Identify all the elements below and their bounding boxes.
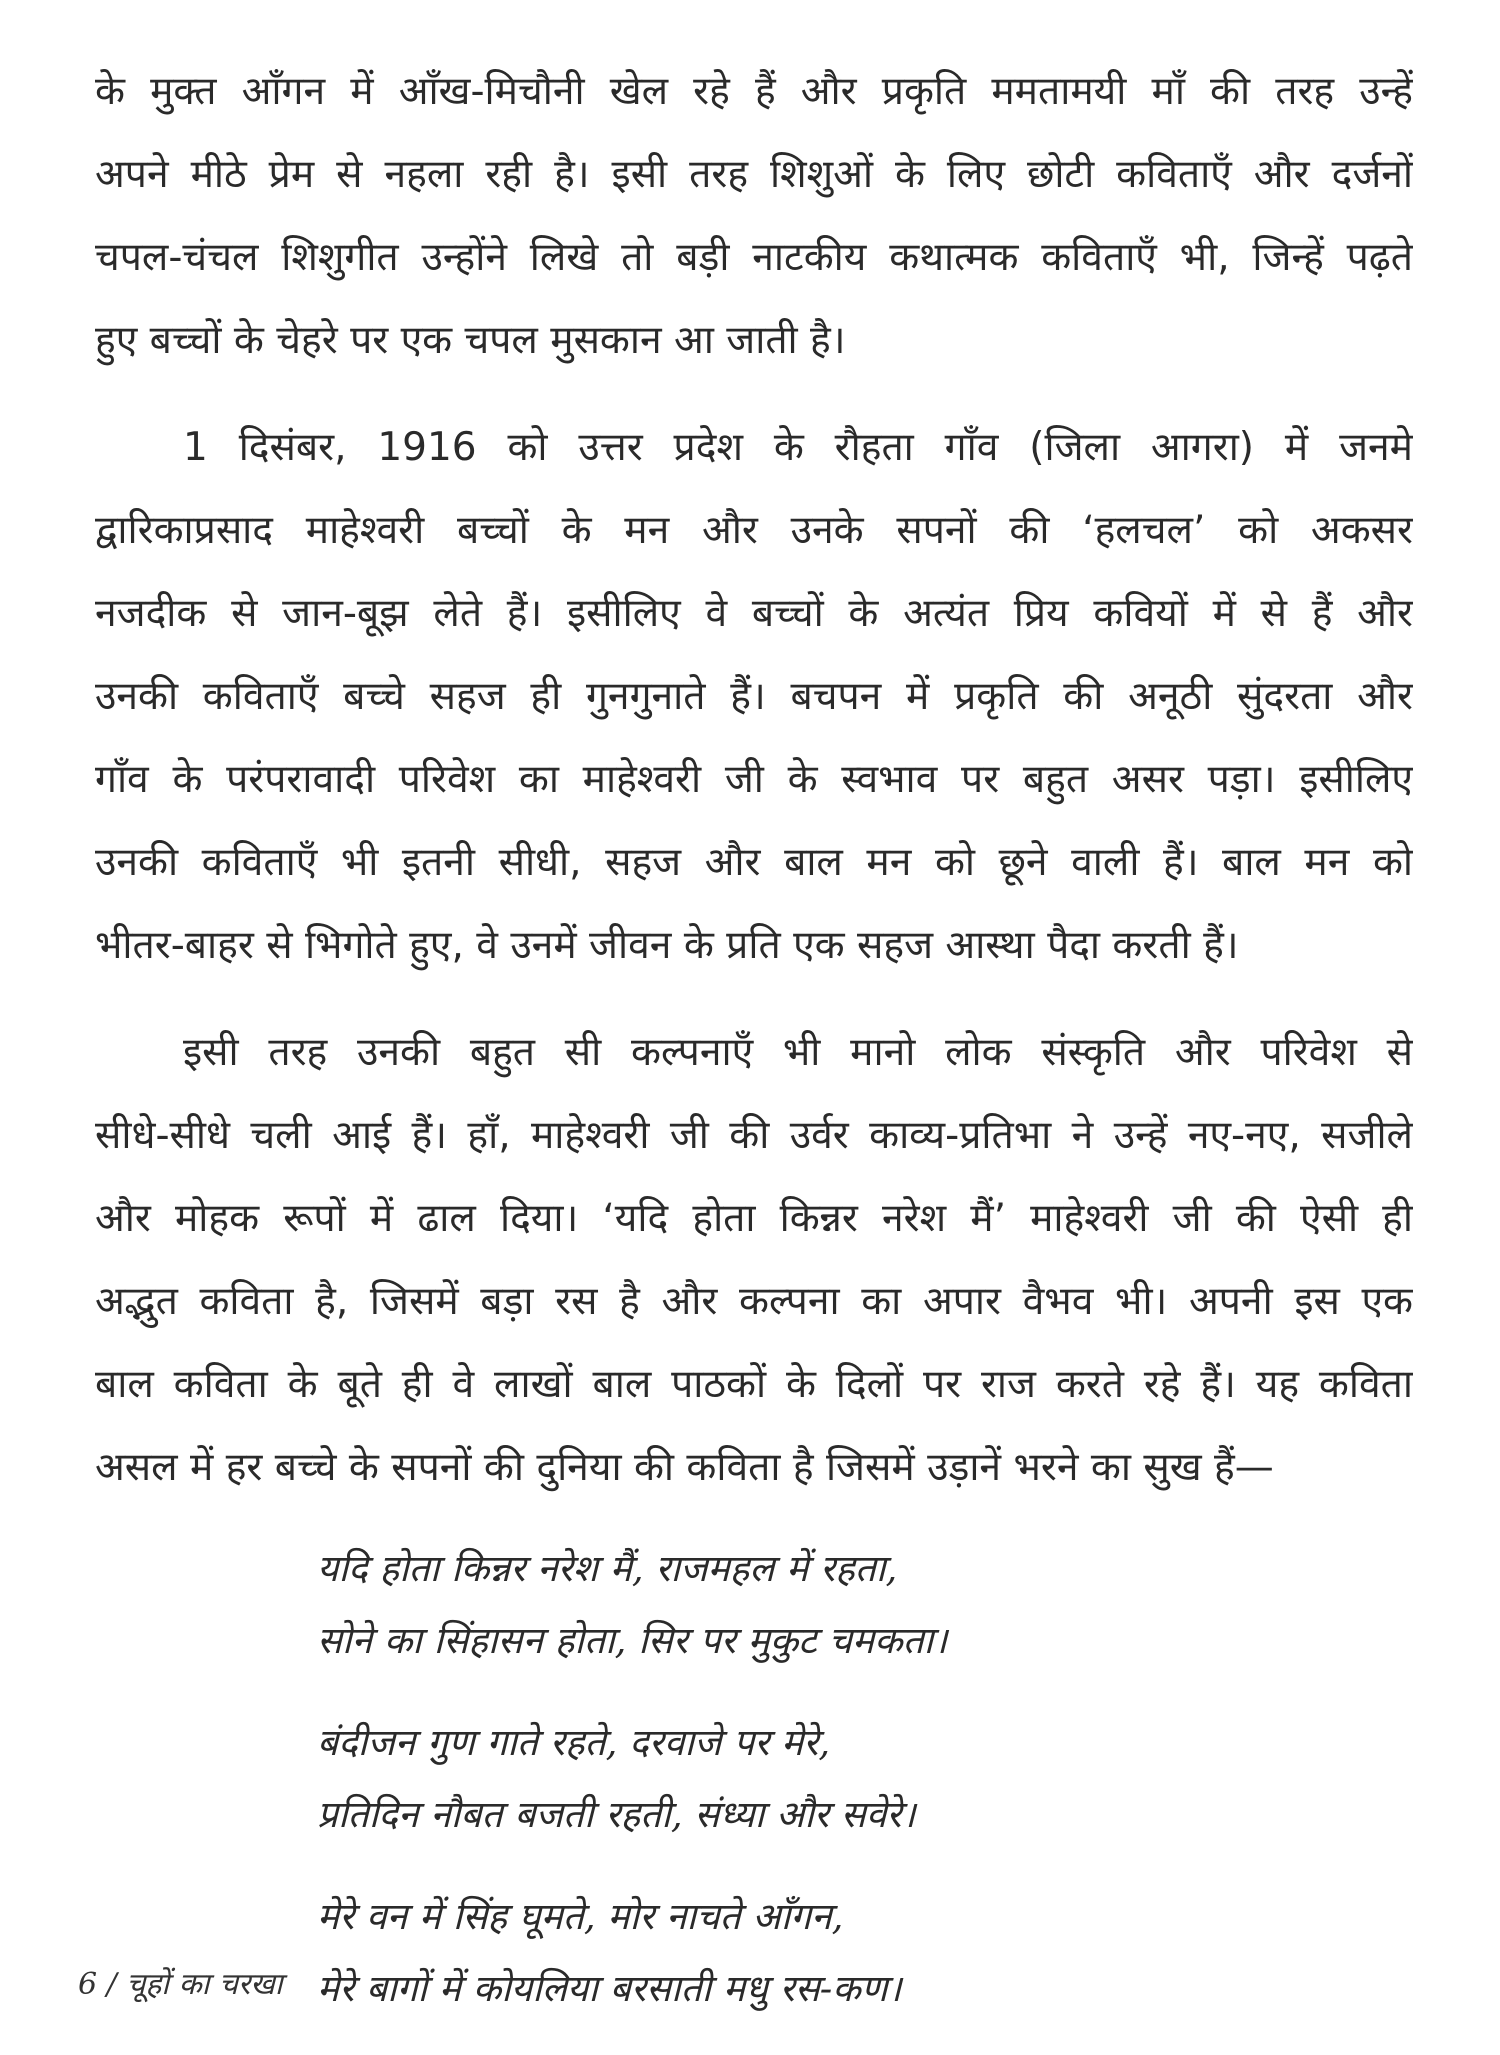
poem-stanza [317,1881,1413,2025]
poem-line: सोने का सिंहासन होता, सिर पर मुकुट चमकता। [317,1619,948,1662]
text-line: और मोहक रूपों में ढाल दिया। ‘यदि होता किन्नर नरेश मैं’ माहेश्वरी जी की ऐसी ही [95,1196,1413,1241]
text-line: नजदीक से जान-बूझ लेते हैं। इसीलिए वे बच्चों के अत्यंत प्रिय कवियों में से हैं और [95,591,1413,636]
text-line: हुए बच्चों के चेहरे पर एक चपल मुसकान आ जाती है। [95,318,846,363]
text-line: उनकी कविताएँ बच्चे सहज ही गुनगुनाते हैं। बचपन में प्रकृति की अनूठी सुंदरता और [95,674,1413,719]
poem-line: यदि होता किन्नर नरेश मैं, राजमहल में रहता, [317,1547,898,1590]
text-line: बाल कविता के बूते ही वे लाखों बाल पाठकों के दिलों पर राज करते रहे हैं। यह कविता [95,1362,1413,1407]
poem-stanza [317,1707,1413,1851]
text-line: असल में हर बच्चे के सपनों की दुनिया की कविता है जिसमें उड़ानें भरने का सुख हैं— [95,1445,1274,1490]
poem-stanza [317,1533,1413,1677]
text-line: उनकी कविताएँ भी इतनी सीधी, सहज और बाल मन को छूने वाली हैं। बाल मन को [95,840,1413,885]
text-line: चपल-चंचल शिशुगीत उन्होंने लिखे तो बड़ी नाटकीय कथात्मक कविताएँ भी, जिन्हें पढ़ते [95,235,1413,280]
text-line: इसी तरह उनकी बहुत सी कल्पनाएँ भी मानो लोक संस्कृति और परिवेश से [183,1030,1413,1075]
poem-line: प्रतिदिन नौबत बजती रहती, संध्या और सवेरे। [317,1793,916,1836]
poem-excerpt [317,1533,1413,2025]
text-line: के मुक्त आँगन में आँख-मिचौनी खेल रहे हैं और प्रकृति ममतामयी माँ की तरह उन्हें [95,69,1413,114]
book-title: चूहों का चरखा [126,1967,283,2002]
footer-separator: / [106,1967,117,2002]
paragraph-3 [95,1011,1413,1509]
page-number: 6 [78,1967,98,2002]
text-line: भीतर-बाहर से भिगोते हुए, वे उनमें जीवन के प्रति एक सहज आस्था पैदा करती हैं। [95,923,1239,968]
poem-line: मेरे वन में सिंह घूमते, मोर नाचते आँगन, [317,1895,844,1938]
text-line: 1 दिसंबर, 1916 को उत्तर प्रदेश के रौहता गाँव (जिला आगरा) में जनमे [183,425,1413,470]
text-line: अद्भुत कविता है, जिसमें बड़ा रस है और कल्पना का अपार वैभव भी। अपनी इस एक [95,1279,1413,1324]
text-line: द्वारिकाप्रसाद माहेश्वरी बच्चों के मन और उनके सपनों की ‘हलचल’ को अकसर [95,508,1413,553]
document-body [95,50,1413,2055]
text-line: गाँव के परंपरावादी परिवेश का माहेश्वरी जी के स्वभाव पर बहुत असर पड़ा। इसीलिए [95,757,1413,802]
poem-line: मेरे बागों में कोयलिया बरसाती मधु रस-कण। [317,1967,902,2010]
paragraph-2 [95,406,1413,987]
text-line: अपने मीठे प्रेम से नहला रही है। इसी तरह शिशुओं के लिए छोटी कविताएँ और दर्जनों [95,152,1413,197]
poem-line: बंदीजन गुण गाते रहते, दरवाजे पर मेरे, [317,1721,831,1764]
paragraph-1 [95,50,1413,382]
page-footer [78,1962,283,2003]
text-line: सीधे-सीधे चली आई हैं। हाँ, माहेश्वरी जी की उर्वर काव्य-प्रतिभा ने उन्हें नए-नए, सजीले [95,1113,1413,1158]
